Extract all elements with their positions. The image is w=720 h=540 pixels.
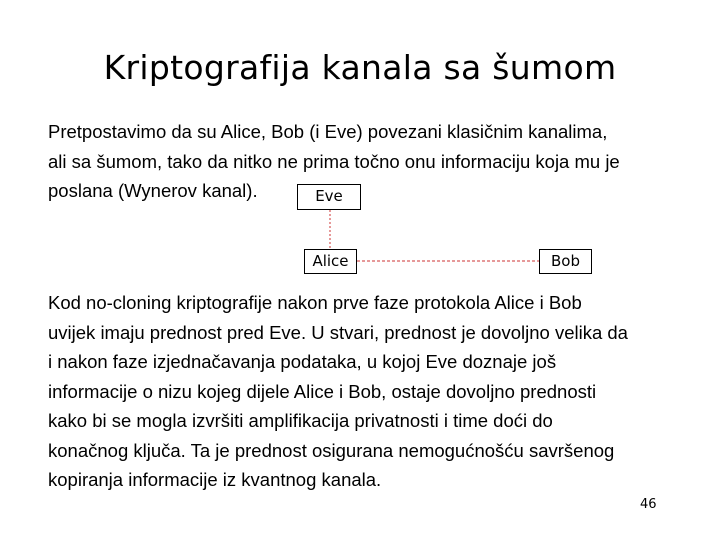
paragraph-line: uvijek imaju prednost pred Eve. U stvari, prednost je dovoljno velika da	[48, 321, 628, 343]
paragraph-no-cloning	[48, 288, 628, 495]
slide-title: Kriptografija kanala sa šumom	[103, 48, 617, 87]
paragraph-line: i nakon faze izjednačavanja podataka, u kojoj Eve doznaje još	[48, 351, 557, 372]
page-number: 46	[640, 497, 657, 512]
bob-node: Bob	[539, 249, 592, 274]
paragraph-line: Pretpostavimo da su Alice, Bob (i Eve) povezani klasičnim kanalima,	[48, 121, 608, 142]
paragraph-line: konačnog ključa. Ta je prednost osigurana nemogućnošću savršenog	[48, 439, 615, 461]
paragraph-line: kopiranja informacije iz kvantnog kanala.	[48, 469, 382, 490]
alice-node: Alice	[304, 249, 357, 274]
paragraph-line: informacije o nizu kojeg dijele Alice i Bob, ostaje dovoljno prednosti	[48, 380, 597, 402]
paragraph-line: kako bi se mogla izvršiti amplifikacija privatnosti i time doći do	[48, 410, 553, 431]
paragraph-line: poslana (Wynerov kanal).	[48, 180, 258, 201]
paragraph-line: ali sa šumom, tako da nitko ne prima točno onu informaciju koja mu je	[48, 150, 620, 172]
eve-node: Eve	[297, 184, 361, 210]
paragraph-line: Kod no-cloning kriptografije nakon prve faze protokola Alice i Bob	[48, 292, 582, 313]
